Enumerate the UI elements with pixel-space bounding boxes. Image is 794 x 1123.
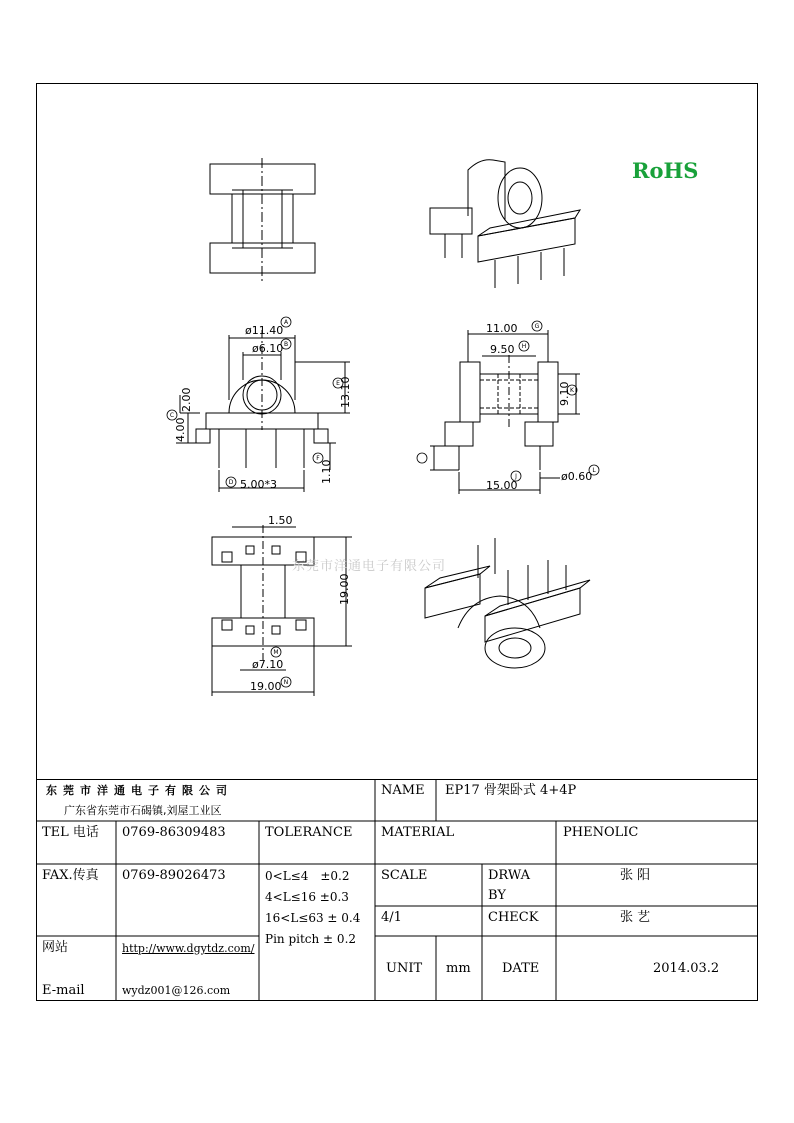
company-address: 广东省东莞市石碣镇,刘屋工业区 <box>64 804 222 817</box>
svg-text:19.00 <box>338 574 351 606</box>
fax-label: FAX.传真 <box>42 868 99 883</box>
tolerance-values <box>265 866 377 950</box>
dim-d10: 9.10 <box>558 381 571 406</box>
tag-f: F <box>316 455 320 462</box>
dim-d9: 9.50 <box>490 343 515 356</box>
unit-label: UNIT <box>386 961 423 976</box>
dim-d6: 1.10 <box>320 459 333 484</box>
svg-text:1.10 <box>320 460 333 485</box>
website-link[interactable]: http://www.dgytdz.com/ <box>122 942 255 955</box>
scale-value: 4/1 <box>381 910 402 925</box>
tag-c: C <box>169 412 175 419</box>
tag-b: B <box>283 341 289 348</box>
svg-text:ø6.10 <box>252 342 283 355</box>
tolerance-line: 0<L≤4 ±0.2 <box>265 869 350 883</box>
drawn-by-label: DRWA BY <box>488 868 531 903</box>
svg-text:13.10 <box>339 377 352 409</box>
tolerance-line: 4<L≤16 ±0.3 <box>265 890 349 904</box>
dim-d2: ø6.10 <box>252 342 284 355</box>
dim-d1: ø11.40 <box>245 324 284 337</box>
dim-d3: 13.10 <box>339 376 352 408</box>
name-label: NAME <box>381 783 425 798</box>
title-block <box>36 779 758 1001</box>
dim-d5: 4.00 <box>174 417 187 442</box>
dim-d8: 11.00 <box>486 322 518 335</box>
email-label: E-mail <box>42 983 85 998</box>
top-view <box>210 158 315 282</box>
drawn-by-value: 张 阳 <box>620 868 651 883</box>
dim-d13: 1.50 <box>268 514 293 527</box>
tag-e: E <box>336 380 340 387</box>
tolerance-line: Pin pitch ± 0.2 <box>265 932 357 946</box>
tolerance-label: TOLERANCE <box>265 825 353 840</box>
dim-d7: 5.00*3 <box>240 478 277 491</box>
dim-d16: 19.00 <box>250 680 282 693</box>
company-name: 东莞市洋通电子有限公司 <box>46 784 233 797</box>
check-value: 张 艺 <box>620 910 651 925</box>
svg-text:15.00 <box>486 479 518 492</box>
tag-j: J <box>515 473 517 480</box>
tag-m: M <box>273 649 279 656</box>
scale-label: SCALE <box>381 868 428 883</box>
date-value: 2014.03.2 <box>653 961 720 976</box>
svg-text:11.00 <box>486 322 518 335</box>
check-label: CHECK <box>488 910 539 925</box>
svg-text:ø11.40 <box>245 324 283 337</box>
rohs-mark: RoHS <box>632 158 699 183</box>
svg-text:ø0.60 <box>561 470 592 483</box>
tag-n: N <box>283 679 289 686</box>
material-value: PHENOLIC <box>563 825 639 840</box>
tag-d: D <box>228 479 234 486</box>
name-value: EP17 骨架卧式 4+4P <box>445 783 577 798</box>
svg-text:2.00 <box>180 388 193 413</box>
svg-text:ø7.10 <box>252 658 283 671</box>
svg-text:19.00 <box>250 680 282 693</box>
unit-value: mm <box>446 961 471 976</box>
tel-value: 0769-86309483 <box>122 825 226 840</box>
email-value[interactable]: wydz001@126.com <box>122 984 231 997</box>
svg-text:9.50 <box>490 343 515 356</box>
svg-text:5.00*3 <box>240 478 277 491</box>
dim-d14: 19.00 <box>338 573 351 605</box>
web-label: 网站 <box>42 940 69 955</box>
svg-text:4.00 <box>174 418 187 443</box>
fax-value: 0769-89026473 <box>122 868 226 883</box>
dim-d15: ø7.10 <box>252 658 284 671</box>
tolerance-line: 16<L≤63 ± 0.4 <box>265 911 361 925</box>
dim-d11: 15.00 <box>486 479 518 492</box>
date-label: DATE <box>502 961 540 976</box>
material-label: MATERIAL <box>381 825 455 840</box>
iso-view-top <box>430 160 580 288</box>
tag-l: L <box>592 467 596 474</box>
tag-h: H <box>521 343 527 350</box>
svg-text:1.50 <box>268 514 293 527</box>
tel-label: TEL 电话 <box>42 825 99 840</box>
watermark: 东莞市洋通电子有限公司 <box>292 559 447 574</box>
tag-a: A <box>283 319 289 326</box>
tag-g: G <box>534 323 540 330</box>
iso-view-bottom <box>425 538 590 668</box>
dim-d12: ø0.60 <box>561 470 593 483</box>
tag-k: K <box>570 387 574 394</box>
dim-d4: 2.00 <box>180 387 193 412</box>
